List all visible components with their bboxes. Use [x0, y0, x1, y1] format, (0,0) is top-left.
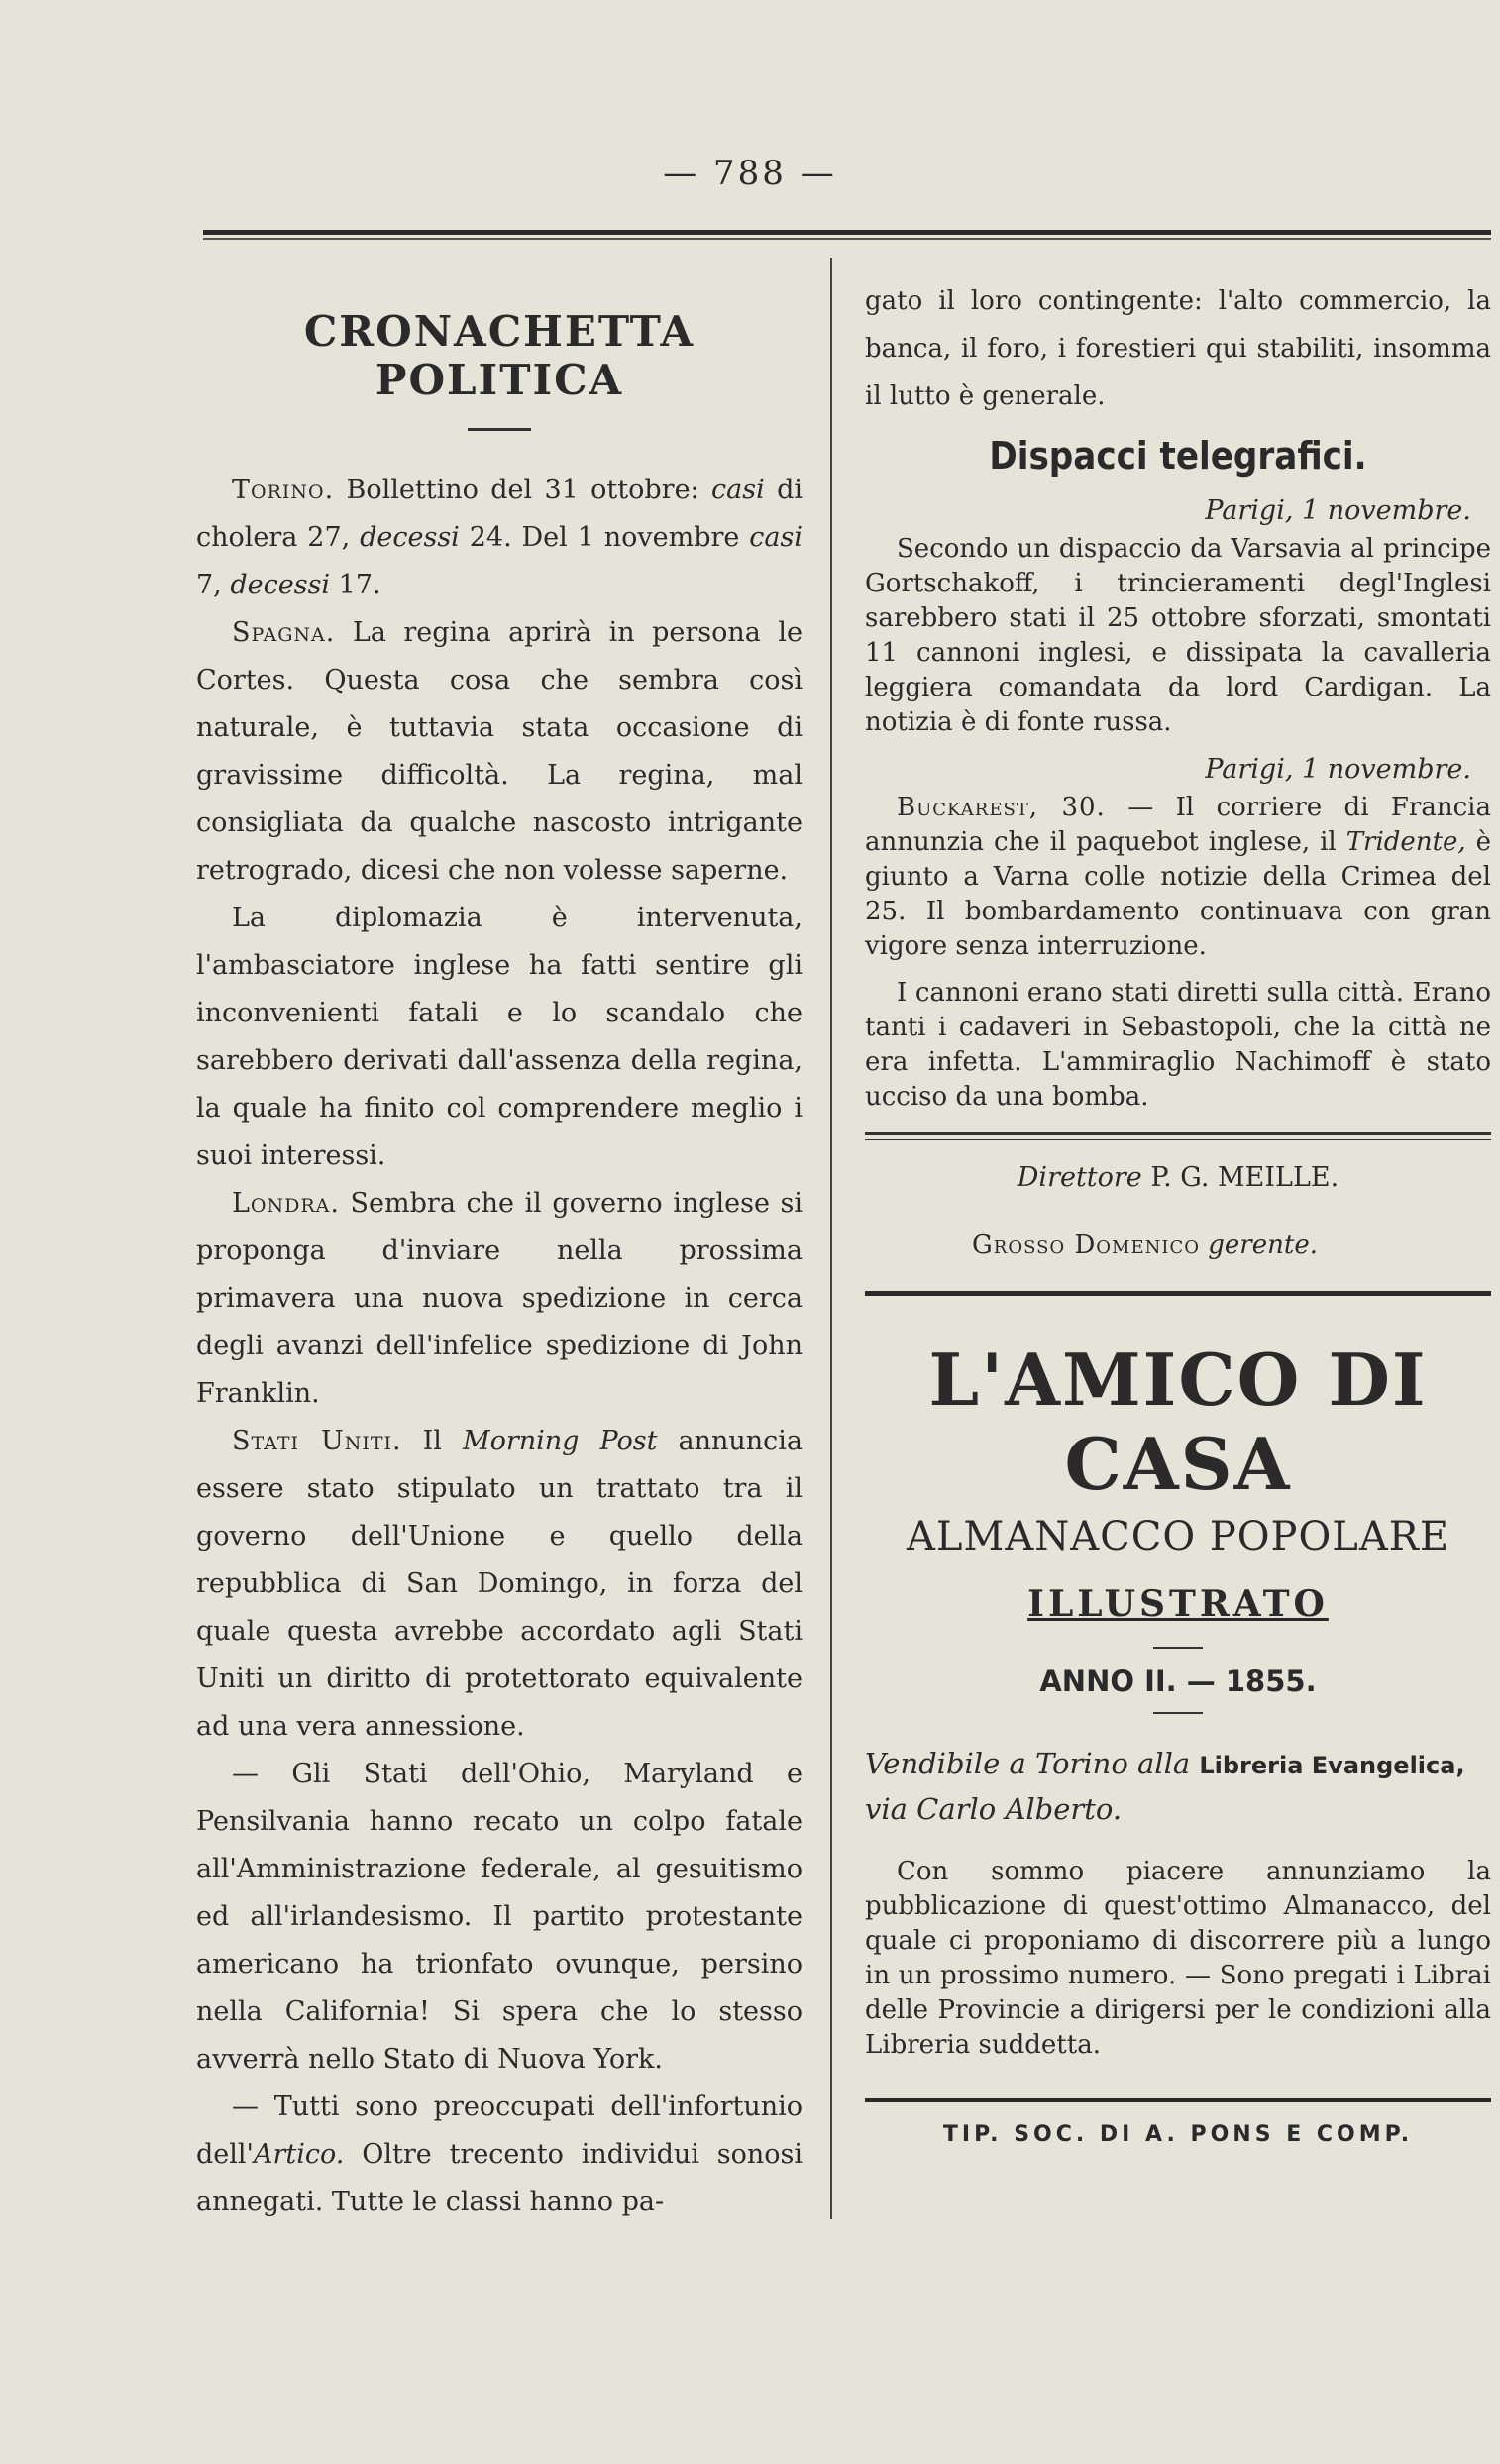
spagna-text: La regina aprirà in persona le Cortes. Questa cosa che sembra così naturale, è tuttavia stata occasione di gravissime difficoltà. La regina, mal consigliata da qualche nascosto intrigante retrogrado, dicesi che non volesse saperne. [196, 617, 803, 886]
vend-shop: Libreria Evangelica, [1199, 1752, 1465, 1779]
footer-rule [865, 2098, 1491, 2102]
printer-line: TIP. SOC. DI A. PONS E COMP. [942, 2122, 1414, 2147]
news-londra [196, 1180, 803, 1418]
director-name: P. G. MEILLE. [1150, 1162, 1339, 1193]
newspaper-name: Morning Post [462, 1426, 658, 1456]
torino-decessi2: decessi [230, 570, 331, 600]
torino-casi2: casi [749, 522, 803, 553]
credits-rule [865, 1132, 1491, 1140]
gerente-line [972, 1226, 1491, 1265]
ship-tridente: Tridente, [1345, 827, 1466, 857]
dateline-2: Parigi, 1 novembre. [1205, 754, 1471, 785]
place-spagna: Spagna. [232, 617, 336, 648]
dispatch-2-text: è giunto a Varna colle notizie della Crimea del 25. Il bombardamento continuava con gran vigore senza interruzione. [865, 827, 1492, 961]
gerente-name: Grosso Domenico [972, 1231, 1201, 1260]
vend-address: via Carlo Alberto. [865, 1792, 1123, 1826]
torino-casi: casi [711, 475, 765, 505]
ship-artico: Artico. [253, 2139, 345, 2170]
ad-illustrato: ILLUSTRATO [1027, 1583, 1329, 1625]
vend-pre: Vendibile a Torino alla [865, 1747, 1191, 1780]
stati-uniti-pre: Il [422, 1426, 442, 1456]
ad-dash-2 [1153, 1712, 1203, 1714]
director-label: Direttore [1017, 1162, 1142, 1193]
dispatch-2-pre: — Il corriere di Francia annunzia che il paquebot inglese, il [865, 793, 1491, 857]
torino-mid2: 24. Del 1 novembre [469, 522, 740, 553]
place-buckarest: Buckarest, 30. [897, 793, 1106, 822]
header-rule [203, 230, 1491, 235]
dispatch-2 [865, 791, 1491, 964]
torino-mid: di cholera 27, [196, 475, 803, 553]
torino-mid3: 7, [196, 570, 222, 600]
right-column [865, 277, 1491, 2147]
stati-uniti-text: annuncia essere stato stipulato un trattato tra il governo dell'Unione e quello della repubblica di San Domingo, in forza del quale questa avrebbe accordato agli Stati Uniti un diritto di protettorato equivalente ad una vera annessione. [196, 1426, 803, 1742]
news-artico [196, 2084, 803, 2226]
londra-text: Sembra che il governo inglese si proponga d'inviare nella prossima primavera una nuova spedizione in cerca degli avanzi dell'infelice spedizione di John Franklin. [196, 1188, 803, 1409]
torino-text: Bollettino del 31 ottobre: [346, 475, 699, 505]
news-spagna [196, 609, 803, 895]
dispacci-title: Dispacci telegrafici. [989, 434, 1367, 478]
news-diplomazia: La diplomazia è intervenuta, l'ambasciatore inglese ha fatti sentire gli inconvenienti fatali e lo scandalo che sarebbero derivati dall'assenza della regina, la quale ha finito col comprendere meglio i suoi interessi. [196, 903, 803, 1171]
artico-pre: — Tutti sono preoccupati dell'infortunio dell' [196, 2091, 803, 2170]
ad-dash [1153, 1647, 1203, 1649]
ad-title: L'AMICO DI CASA [928, 1338, 1428, 1506]
header-rule-thin [203, 238, 1491, 240]
artico-text: Oltre trecento individui sonosi annegati. Tutte le classi hanno pa- [196, 2139, 803, 2217]
title-rule [468, 428, 531, 431]
director-line [865, 1156, 1491, 1200]
ad-top-rule [865, 1291, 1491, 1296]
dispatch-1: Secondo un dispaccio da Varsavia al principe Gortschakoff, i trincieramenti degl'Inglesi sarebbero stati il 25 ottobre sforzati, smontati 11 cannoni inglesi, e dissipata la cavalleria leggiera comandata da lord Cardigan. La notizia è di fonte russa. [865, 534, 1491, 737]
news-stati-uniti [196, 1418, 803, 1751]
place-torino: Torino. [232, 475, 335, 505]
gerente-label: gerente. [1208, 1231, 1318, 1260]
news-ohio: — Gli Stati dell'Ohio, Maryland e Pensilvania hanno recato un colpo fatale all'Amministrazione federale, al gesuitismo ed all'irlandesismo. Il partito protestante americano ha trionfato ovunque, persino nella California! Si spera che lo stesso avverrà nello Stato di Nuova York. [196, 1759, 803, 2075]
torino-decessi: decessi [360, 522, 460, 553]
continued-text: gato il loro contingente: l'alto commercio, la banca, il foro, i forestieri qui stabiliti, insomma il lutto è generale. [865, 286, 1491, 411]
torino-end: 17. [338, 570, 381, 600]
dispatch-3: I cannoni erano stati diretti sulla città. Erano tanti i cadaveri in Sebastopoli, che la città ne era infetta. L'ammiraglio Nachimoff è stato ucciso da una bomba. [865, 978, 1491, 1112]
ad-year: ANNO II. — 1855. [1039, 1664, 1317, 1698]
page-number: — 788 — [663, 154, 837, 193]
dateline-1: Parigi, 1 novembre. [1205, 495, 1471, 526]
vendibile-line [865, 1742, 1491, 1831]
column-divider [830, 258, 832, 2219]
place-londra: Londra. [232, 1188, 340, 1219]
ad-text: Con sommo piacere annunziamo la pubblicazione di quest'ottimo Almanacco, del quale ci proponiamo di discorrere più a lungo in un prossimo numero. — Sono pregati i Librai delle Provincie a dirigersi per le condizioni alla Libreria suddetta. [865, 1857, 1491, 2060]
place-stati-uniti: Stati Uniti. [232, 1426, 402, 1456]
ad-subtitle: ALMANACCO POPOLARE [906, 1514, 1450, 1559]
section-title: CRONACHETTA POLITICA [303, 307, 696, 404]
left-column [196, 277, 803, 2226]
news-torino [196, 467, 803, 609]
